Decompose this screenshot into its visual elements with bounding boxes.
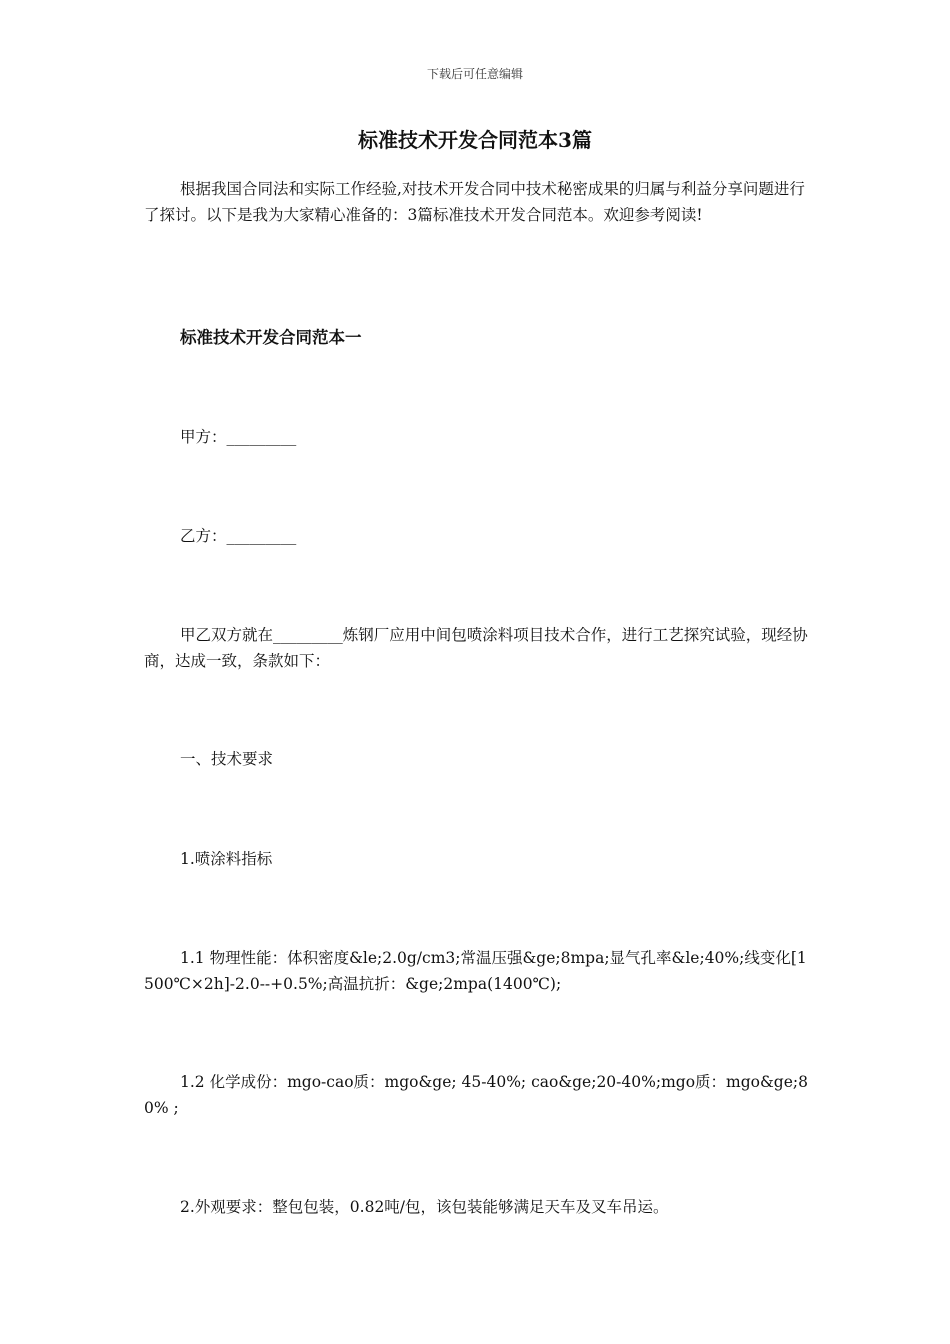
clause-1-heading: 一、技术要求 <box>180 750 274 768</box>
clause-1-1-2-paragraph: 1.2 化学成份：mgo-cao质：mgo&ge; 45-40%; cao&ge;20-40%;mgo质：mgo&ge;80% ; <box>144 1073 808 1117</box>
section-title: 标准技术开发合同范本一 <box>180 328 362 347</box>
clause-1-1-1-paragraph: 1.1 物理性能：体积密度&le;2.0g/cm3;常温压强&ge;8mpa;显气孔率&le;40%;线变化[1500℃×2h]-2.0--+0.5%;高温抗折：&ge;2mpa(1400℃); <box>144 949 807 993</box>
clause-1-1-heading: 1.喷涂料指标 <box>180 850 273 868</box>
party-a-line: 甲方：_________ <box>180 428 297 446</box>
intro-paragraph: 根据我国合同法和实际工作经验,对技术开发合同中技术秘密成果的归属与利益分享问题进行了探讨。以下是我为大家精心准备的：3篇标准技术开发合同范本。欢迎参考阅读! <box>144 180 805 224</box>
document-title: 标准技术开发合同范本3篇 <box>358 128 592 152</box>
agreement-paragraph: 甲乙双方就在_________炼钢厂应用中间包喷涂料项目技术合作，进行工艺探究试验，现经协商，达成一致，条款如下： <box>144 626 808 670</box>
clause-2-line: 2.外观要求：整包包装，0.82吨/包，该包装能够满足天车及叉车吊运。 <box>180 1198 669 1216</box>
page-header-note: 下载后可任意编辑 <box>426 67 523 81</box>
party-b-line: 乙方：_________ <box>180 527 297 545</box>
